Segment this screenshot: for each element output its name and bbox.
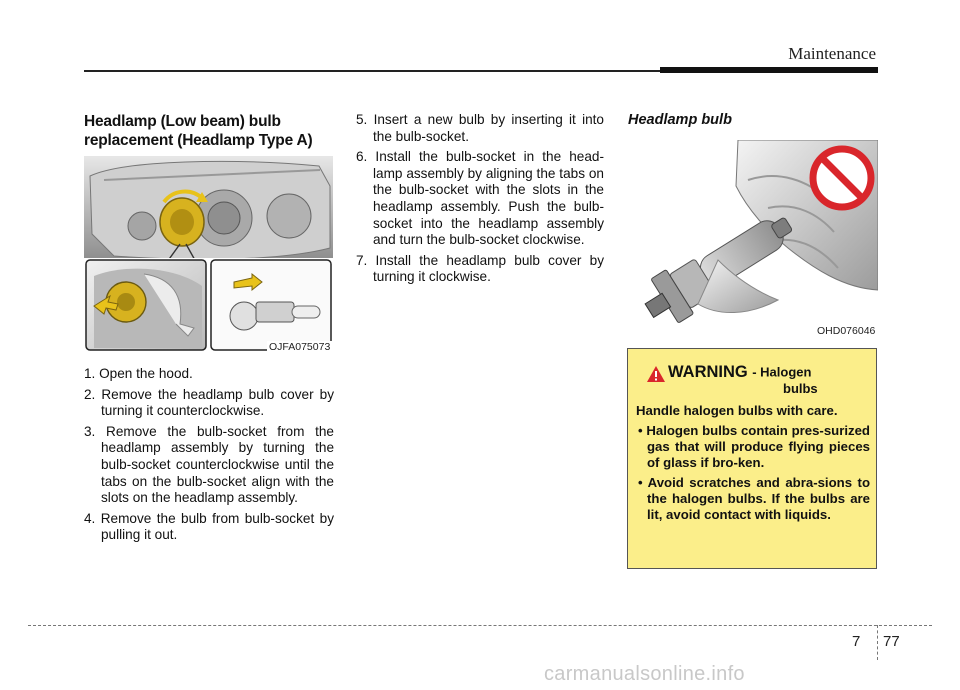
step-item: 6. Install the bulb-socket in the head-lamp assembly by aligning the tabs on the bulb-socket with the slots in the headlamp assembly. Push the bulb-socket into the headlamp assembly and turn the bulb-socket clockwise. — [356, 149, 604, 248]
chapter-number: 7 — [852, 633, 861, 650]
footer-divider — [877, 625, 878, 660]
section-heading-line-2: replacement (Headlamp Type A) — [84, 132, 313, 149]
warning-subtitle: - Halogen — [752, 364, 812, 380]
bullet-icon: • — [638, 475, 643, 490]
step-item: 4. Remove the bulb from bulb-socket by pulling it out. — [84, 510, 334, 543]
warning-triangle-icon — [646, 365, 666, 383]
warning-body — [636, 403, 870, 527]
bullet-icon: • — [638, 423, 643, 438]
header-rule-accent — [660, 67, 878, 73]
headlamp-drawing — [84, 156, 333, 352]
headlamp-assembly-illustration — [84, 156, 333, 352]
step-item: 5. Insert a new bulb by inserting it into the bulb-socket. — [356, 112, 604, 144]
steps-list-left — [84, 366, 334, 548]
halogen-bulb-illustration — [628, 140, 878, 336]
warning-list-item — [636, 423, 870, 471]
warning-title-row — [646, 363, 876, 396]
step-item: 3. Remove the bulb-socket from the headlamp assembly by turning the bulb-socket counterclockwise until the tabs on the bulb-socket align with the slots on the headlamp assembly. — [84, 423, 334, 506]
warning-item-text: Avoid scratches and abra-sions to the halogen bulbs. If the bulbs are lit, avoid contact with liquids. — [647, 475, 870, 522]
warning-box — [627, 348, 877, 569]
warning-list-item — [636, 475, 870, 523]
page-header-title: Maintenance — [788, 44, 876, 63]
step-item: 1. Open the hood. — [84, 366, 193, 381]
page-number: 77 — [883, 633, 900, 650]
warning-list — [636, 423, 870, 523]
header-rule — [84, 70, 660, 72]
watermark: carmanualsonline.info — [544, 663, 745, 685]
headlamp-bulb-heading: Headlamp bulb — [628, 112, 732, 128]
warning-subtitle-line-2: bulbs — [783, 381, 818, 396]
section-heading — [84, 112, 344, 150]
warning-intro: Handle halogen bulbs with care. — [636, 403, 838, 418]
figure-left-caption: OJFA075073 — [269, 341, 331, 353]
warning-item-text: Halogen bulbs contain pres-surized gas that will produce flying pieces of glass if bro-ken. — [646, 423, 870, 470]
warning-title: WARNING — [668, 363, 748, 381]
halogen-bulb-drawing — [628, 140, 878, 336]
footer-rule — [28, 625, 932, 626]
step-item: 2. Remove the headlamp bulb cover by turning it counterclockwise. — [84, 386, 334, 419]
section-heading-line-1: Headlamp (Low beam) bulb — [84, 113, 281, 130]
steps-list-right — [356, 112, 604, 290]
figure-right-caption: OHD076046 — [817, 325, 876, 337]
step-item: 7. Install the headlamp bulb cover by turning it clockwise. — [356, 252, 604, 285]
